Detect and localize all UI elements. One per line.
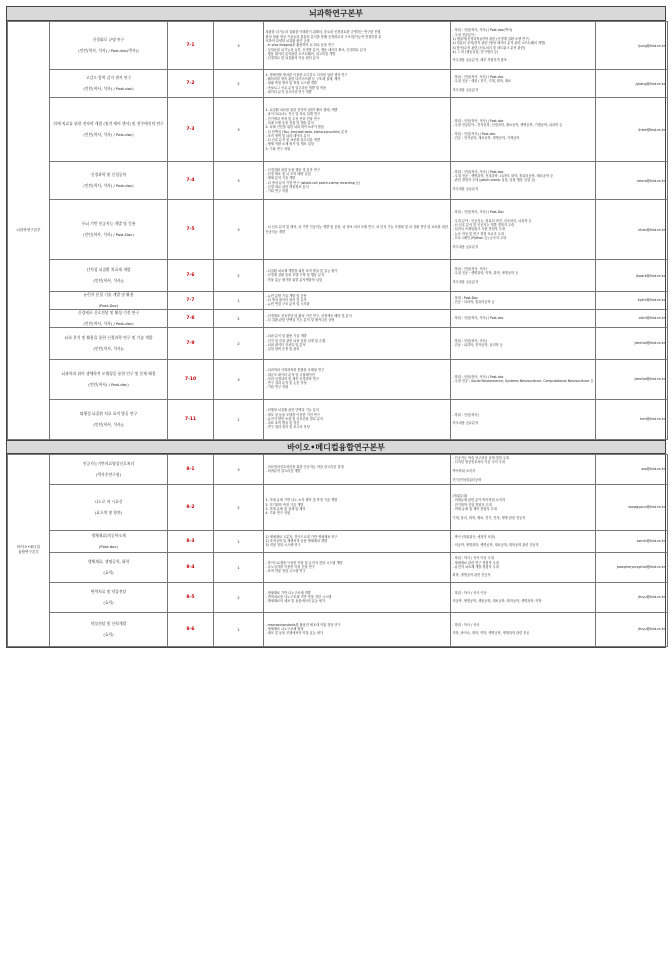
position-code: 7-9 <box>168 327 214 359</box>
task-description: - macropinocytosis를 활용한 세포내 약물 전달 연구 - 생체재료 나노구조체 합성 - 세포 및 동물 모델에서의 약물 효능 평가 <box>264 612 451 646</box>
task-description: - 퇴행성 뇌질환 관련 단백질 기능 분석 - 세포 및 동물 모델을 이용한 기전 연구 - 유전자 발현 조절 및 신호전달 경로 분석 - 치료 표적 발굴 및 검증 - 연구 결과 정리 및 보고서 작성 <box>264 399 451 439</box>
task-description: - 신경질환 관련 동물 행동 및 분자 연구 - 신경 세포 및 뇌 조직 배양 실험 - 생체 분석 기술 개발 - 뇌 영상 분석 기법 연구 (whole-cell patch-clamp recording 등) - 신경 회로 관련 생물정보 분석 - 기타 연구 지원 <box>264 162 451 200</box>
headcount: 2 <box>214 70 264 98</box>
research-title: 고감도 압력 감지 센서 연구 (인턴(학사, 석사) / Post-doc) <box>50 70 168 98</box>
contact-email[interactable]: jhryu@kist.re.kr <box>596 612 668 646</box>
position-code: 7-5 <box>168 200 214 260</box>
contact-email[interactable]: jhpark@kist.re.kr <box>596 260 668 292</box>
contact-email[interactable]: ssnagyoun@kist.re.kr <box>596 484 668 530</box>
position-code: 7-3 <box>168 98 214 162</box>
contact-email[interactable]: kylim@kist.re.kr <box>596 292 668 310</box>
biomedical-table <box>7 454 668 647</box>
headcount: 1 <box>214 552 264 582</box>
neuroscience-table <box>7 21 668 440</box>
task-description: - 하이드로겔을 이용한 약물 및 유전자 전달 시스템 개발 - 나노입자를 이용한 약물 전달 연구 - 표적 약물 전달 시스템 연구 <box>264 552 451 582</box>
task-description: 1. 뇌질환 치료를 위한 전자약 (원격 제어 센서) 개발 - 마이크로/나노 전극 및 회로 설계 연구 - 전기생리 측정 및 무선 전력 전달 연구 - 치매 모델 동물 실험 및 행동 분석 2. 치매 진단을 위한 뇌파 바이오마커 발굴 - 뇌 단백질 (Tau, Amyloid beta, alpha-synuclein) 분석 - 조직 염색 및 뇌파 데이터 분석 - 뇌 신호 분석 및 표준화 알고리즘 개발 - 생체 적합 소재 평가 및 세포 실험 3. 기타 연구 지원 <box>264 98 451 162</box>
position-code: 7-7 <box>168 292 214 310</box>
research-title: 생체재료, 생명공학, 화학 (효릭) <box>50 552 168 582</box>
requirements: - 학위 : 인턴(학사, 석사) - 우대 전공 : 생명과학, 약학, 화학, 생명공학 등 직무내용 공유분석 <box>451 260 596 292</box>
headcount: 3 <box>214 162 264 200</box>
position-code: 8-5 <box>168 582 214 612</box>
headcount: 2 <box>214 309 264 327</box>
position-code: 8-2 <box>168 484 214 530</box>
position-code: 7-10 <box>168 359 214 399</box>
research-title: 뇌파 분석 및 활용을 통한 신경과학 연구 및 기술 개발 (인턴(학사, 석사)) <box>50 327 168 359</box>
headcount: 3 <box>214 454 264 484</box>
table-row <box>8 359 668 399</box>
headcount: 1 <box>214 530 264 552</box>
requirements: - 인공지능 학습 알고리즘 설계 경험 우대 - 디지털 영상신호처리 이론 숙지 우대 박사학위 소지자 전기전자/컴퓨터공학 <box>451 454 596 484</box>
headcount: 3 <box>214 22 264 70</box>
research-title: 인공지능기반의료영상신호처리 (박사후연구원) <box>50 454 168 484</box>
task-description: - 뇌과학과 사회과학을 통합한 모델링 연구 - 대규모 데이터 분석 및 시뮬레이션 - 사회 신경과학 및 계산 신경과학 연구 - 연구 결과 분석 및 논문 작성 - 기타 연구 지원 <box>264 359 451 399</box>
table-row <box>8 309 668 327</box>
task-description: - 신경세포 신호전달 및 활성 기전 연구, 신경세포 배양 및 분석 - 뇌 질환 관련 단백질 기능 분석 및 메커니즘 규명 <box>264 309 451 327</box>
contact-email[interactable]: jykang@kist.re.kr <box>596 70 668 98</box>
research-title: 신경회로 규명 연구 (인턴(학사, 석사) / Post-doc(박사)) <box>50 22 168 70</box>
requirements: - 학위 : 학사 / 석사 이상 의공학, 생명공학, 생물공학, 재료공학, 화학공학, 생명과학, 약학 <box>451 582 596 612</box>
requirements: - 학위 : 학사 / 석사 의학, 바이오, 화학, 약학, 생명공학, 생명과학 관련 전공 <box>451 612 596 646</box>
contact-email[interactable]: josephmyungchoi@kist.re.kr <box>596 552 668 582</box>
department-cell: 바이오•메디컬 융합연구본부 <box>8 454 50 646</box>
headcount: 1 <box>214 399 264 439</box>
research-title: 약물전달 및 신약개발 (효릭) <box>50 612 168 646</box>
research-title: 신경과학 및 신경공학 (인턴(학사, 석사) / Post-doc) <box>50 162 168 200</box>
contact-email[interactable]: jhryu@kist.re.kr <box>596 582 668 612</box>
headcount: 2 <box>214 484 264 530</box>
task-description: - 뉴런 분할 기술 개발 및 응용 - 뇌 영상 데이터 처리 및 분석 - 뉴런 연결 구조 분석 및 시각화 <box>264 292 451 310</box>
job-posting-sheet <box>6 6 666 648</box>
contact-email[interactable]: jeechoi@kist.re.kr <box>596 327 668 359</box>
research-title: 나노로 바 시료신 (효소의 및 양전) <box>50 484 168 530</box>
position-code: 8-4 <box>168 552 214 582</box>
task-description: - 뇌 신호 분석 및 해석, 뇌 기반 인공지능 개발 및 응용, 뇌 정보 처리 모델 연구, 뇌 인지 기능 모델링 및 뇌 질환 진단 및 치료를 위한 인공지능 개발 <box>264 200 451 260</box>
table-row <box>8 399 668 439</box>
research-title: 면역치료 및 약물전달 (효릭) <box>50 582 168 612</box>
requirements: - 학위 : 인턴(학사, 석사) / Post-doc - 우대 전공분야 : 전자공학, 신경과학, 재료공학, 생명공학, 기계공학, 뇌과학 등 - 학위 : 인턴(석사) / Post-doc - 전공 : 전자공학, 재료공학, 생명공학, 기계공학 <box>451 98 596 162</box>
section-header-neuroscience: 뇌과학연구본부 <box>7 7 665 21</box>
headcount: 2 <box>214 582 264 612</box>
contact-email[interactable]: jhlee@kist.re.kr <box>596 98 668 162</box>
table-row <box>8 22 668 70</box>
headcount: 3 <box>214 200 264 260</box>
contact-email[interactable]: sss@kist.re.kr <box>596 454 668 484</box>
headcount: 3 <box>214 98 264 162</box>
contact-email[interactable]: neuro@kist.re.kr <box>596 162 668 200</box>
position-code: 8-1 <box>168 454 214 484</box>
table-row <box>8 612 668 646</box>
department-cell: 뇌과학연구본부 <box>8 22 50 440</box>
task-description: - 생체재료 기반 나노구조체 개발 - 면역치료용 나노구조체 기반 약물 전달 시스템 - 생체재료의 세포 및 동물에서의 효능 평가 <box>264 582 451 612</box>
research-title: 뇌과학과 위의 생체학적 모델링을 통한 인구 및 문제 해결 (인턴(학사) / Post-doc) <box>50 359 168 399</box>
table-row <box>8 162 668 200</box>
position-code: 8-6 <box>168 612 214 646</box>
requirements: - 학위 : 인턴(학사, 석사) / Post-doc <box>451 309 596 327</box>
research-title: 뉴런자 분할 기술 개발 및 활용 (Post-Doc) <box>50 292 168 310</box>
contact-email[interactable]: jeechoi@kist.re.kr <box>596 359 668 399</box>
contact-email[interactable]: khan@kist.re.kr <box>596 200 668 260</box>
research-title: 퇴행성 뇌질환 치료 표적 발굴 연구 (인턴(학사, 석사)) <box>50 399 168 439</box>
table-row <box>8 98 668 162</box>
headcount: 1 <box>214 292 264 310</box>
task-description: 1. 미세 유체 기반 나노 소자 제작 및 측정 기술 개발 2. 전기화학 측정 기술 개발 3. 미세 유체 칩 설계 및 제작 4. 기타 연구 지원 <box>264 484 451 530</box>
contact-email[interactable]: ssmin@kist.re.kr <box>596 530 668 552</box>
table-row <box>8 530 668 552</box>
research-title: 난치성 뇌질환 치료제 개발 (인턴(학사, 석사)) <box>50 260 168 292</box>
task-description: - 의료영상신호처리를 위한 인공지능 학습 알고리즘 설계 - 회귀분석 알고리즘 개발 <box>264 454 451 484</box>
task-description: 1) 생체재료 고분자, 하이드로겔 기반 생체재료 연구 2) 조직공학 및 재생의학 응용 생체재료 개발 3) 약물 전달 시스템 연구 <box>264 530 451 552</box>
table-row <box>8 200 668 260</box>
requirements: - 학위 : 인턴(학사, 석사) / Post-doc - 우대 전공 : Social Neuroscience, Systems Neuroscience, Computational Neuroscience 등 <box>451 359 596 399</box>
headcount: 2 <box>214 260 264 292</box>
position-code: 7-6 <box>168 260 214 292</box>
table-row <box>8 70 668 98</box>
headcount: 1 <box>214 612 264 646</box>
headcount: 2 <box>214 327 264 359</box>
requirements: - 학위 : 인턴(학사) 직무내용 공유분석 <box>451 399 596 439</box>
table-row <box>8 454 668 484</box>
position-code: 7-4 <box>168 162 214 200</box>
research-title: 두뇌 기반 인공지능 개발 및 응용 (인턴(학사, 석사) / Post-Doc) <box>50 200 168 260</box>
table-row <box>8 260 668 292</box>
table-row <box>8 552 668 582</box>
research-title: 신경세포 신호전달 및 활성 기전 연구 (인턴(학사, 석사) / Post-doc) <box>50 309 168 327</box>
requirements: - 박사 (학위취득, 예정자 포함) - 의공학, 생명과학, 생명공학, 재료공학, 화학공학 관련 전공자 <box>451 530 596 552</box>
requirements: - 학위 : 인턴(학사, 석사) / Post-doc(박사) - 우대 전공분야 : 1) 생물학(신경과학)/약학 관련 (신경계 질환 모델 연구) 2) 컴퓨터 공학/전자 관련 (영상 데이터 분석 관련 소프트웨어 개발) 3) 통신/수학 관련 (신호처리 및 네트워크 분석 관련) 4) 그 외 (행동실험, 전기생리 등) 직무내용 공유분석, 세부 지원자격 참조 <box>451 22 596 70</box>
requirements: - 학위 : 인턴(학사, 석사) / Post-doc - 우대 전공 : 생명과학, 신경과학, 뇌과학, 화학, 컴퓨터공학, 재료공학 등 - 관련 경험자 우대 (patch-clamp 실험, 동물 행동 실험 등) 직무내용 공유분석 <box>451 162 596 200</box>
research-title: 생체재료/의공학소재 (Post-doc) <box>50 530 168 552</box>
position-code: 8-3 <box>168 530 214 552</box>
task-description: 복잡한 뇌기능과 질환을 이해하기 위해서, 중요한 신경회로를 규명하는 연구를 진행 합성 형광 영상 기술들과 컴퓨터 분석을 통해 신경회로의 구조적/기능적 연결망을 분 석하여 다양한 뇌질환 원인 규명 - in vivo imaging을 활용하여 뇌 회로 동물 연구 - 실험동물 뇌기능과 유전, 신경망 분석, 행동 데이터 확보, 신경회로 분석 - 행동 데이터 분석관련 소프트웨어, 알고리즘 개발 - 신경회로 및 뇌질환의 작동 원리 분석 <box>264 22 451 70</box>
requirements: - 학위 : 인턴(학사, 석사) / Post-Doc - 우대 분야 : 인공지능, 컴퓨터 비전, 신호처리, 뇌과학 등 - 뇌 신호 분석 및 인공지능 개발 경험자 우대 - 딥러닝 프레임워크 사용 경험자 우대 - 논문 작성 및 연구 경험 보유자 우대 - 프로그래밍 (Python 등) 능숙자 우대 직무내용 공유분석 <box>451 200 596 260</box>
contact-email[interactable]: ljung@kist.re.kr <box>596 22 668 70</box>
requirements: - 학위 : 학사 / 석사 이상 우대 - 생체재료 관련 연구 경험자 우대 - 유전자 치료제 개발 경험자 우대 화학, 생명공학 관련 전공자 <box>451 552 596 582</box>
requirements: - 학위 : 인턴(학사, 석사) / Post-doc - 우대 전공 : 생물 / 전기, 기계, 화학, 재료 직무내용 공유분석 <box>451 70 596 98</box>
table-row <box>8 327 668 359</box>
position-code: 7-11 <box>168 399 214 439</box>
table-row <box>8 582 668 612</box>
contact-email[interactable]: hrm@kist.re.kr <box>596 399 668 439</box>
task-description: - 뇌파 분석 및 활용 기술 개발 - 인지 및 감성 관련 뇌파 실험 설계 및 수행 - 뇌파 데이터 전처리 및 분석 - 실험 장비 운용 및 관리 <box>264 327 451 359</box>
requirements: - 학위 : 인턴(학사, 석사) - 전공 : 뇌과학, 전자공학, 심리학 등 <box>451 327 596 359</box>
position-code: 7-1 <box>168 22 214 70</box>
table-row <box>8 292 668 310</box>
headcount: 3 <box>214 359 264 399</box>
section-header-biomedical: 바이오•메디컬융합연구본부 <box>7 440 665 454</box>
table-row <box>8 484 668 530</box>
task-description: - 뇌질환 치료제 개발을 위한 표적 발굴 및 효능 평가 - 신경계 질환 동물 모델 구축 및 행동 분석 - 약물 효능 평가를 위한 분자생물학 실험 <box>264 260 451 292</box>
research-title: 치매 치료를 위한 전자약 개발 (원격 제어 센서) 및 전주매진의 연구 (인턴(학사, 석사) / Post-doc) <box>50 98 168 162</box>
position-code: 7-8 <box>168 309 214 327</box>
task-description: 1. 생체적합 센서를 이용한 초고감도 디지털 압력 센서 연구 - 웨어러블 센서 관련 다이어프램 등 구조체 설계, 제작 - 형광 측정 센서 및 측정 시스템 개발 - 아날로그 신호 분석 알고리즘 개발 및 적용 - 데이터 분석 알고리즘 연구 개발 <box>264 70 451 98</box>
contact-email[interactable]: ckim@kist.re.kr <box>596 309 668 327</box>
requirements: - 학위 : Post-Doc - 전공 : 뇌과학, 컴퓨터공학 등 <box>451 292 596 310</box>
position-code: 7-2 <box>168 70 214 98</box>
requirements: (학위우대) - 미세유체 관련 분야 박사학위 소지자 - 전기화학 실험 경험자 우대 - 미세 유체 칩 제작 경험자 우대 기계, 물리, 화학, 재료, 전기, 전자, 생명 관련 전공자 <box>451 484 596 530</box>
